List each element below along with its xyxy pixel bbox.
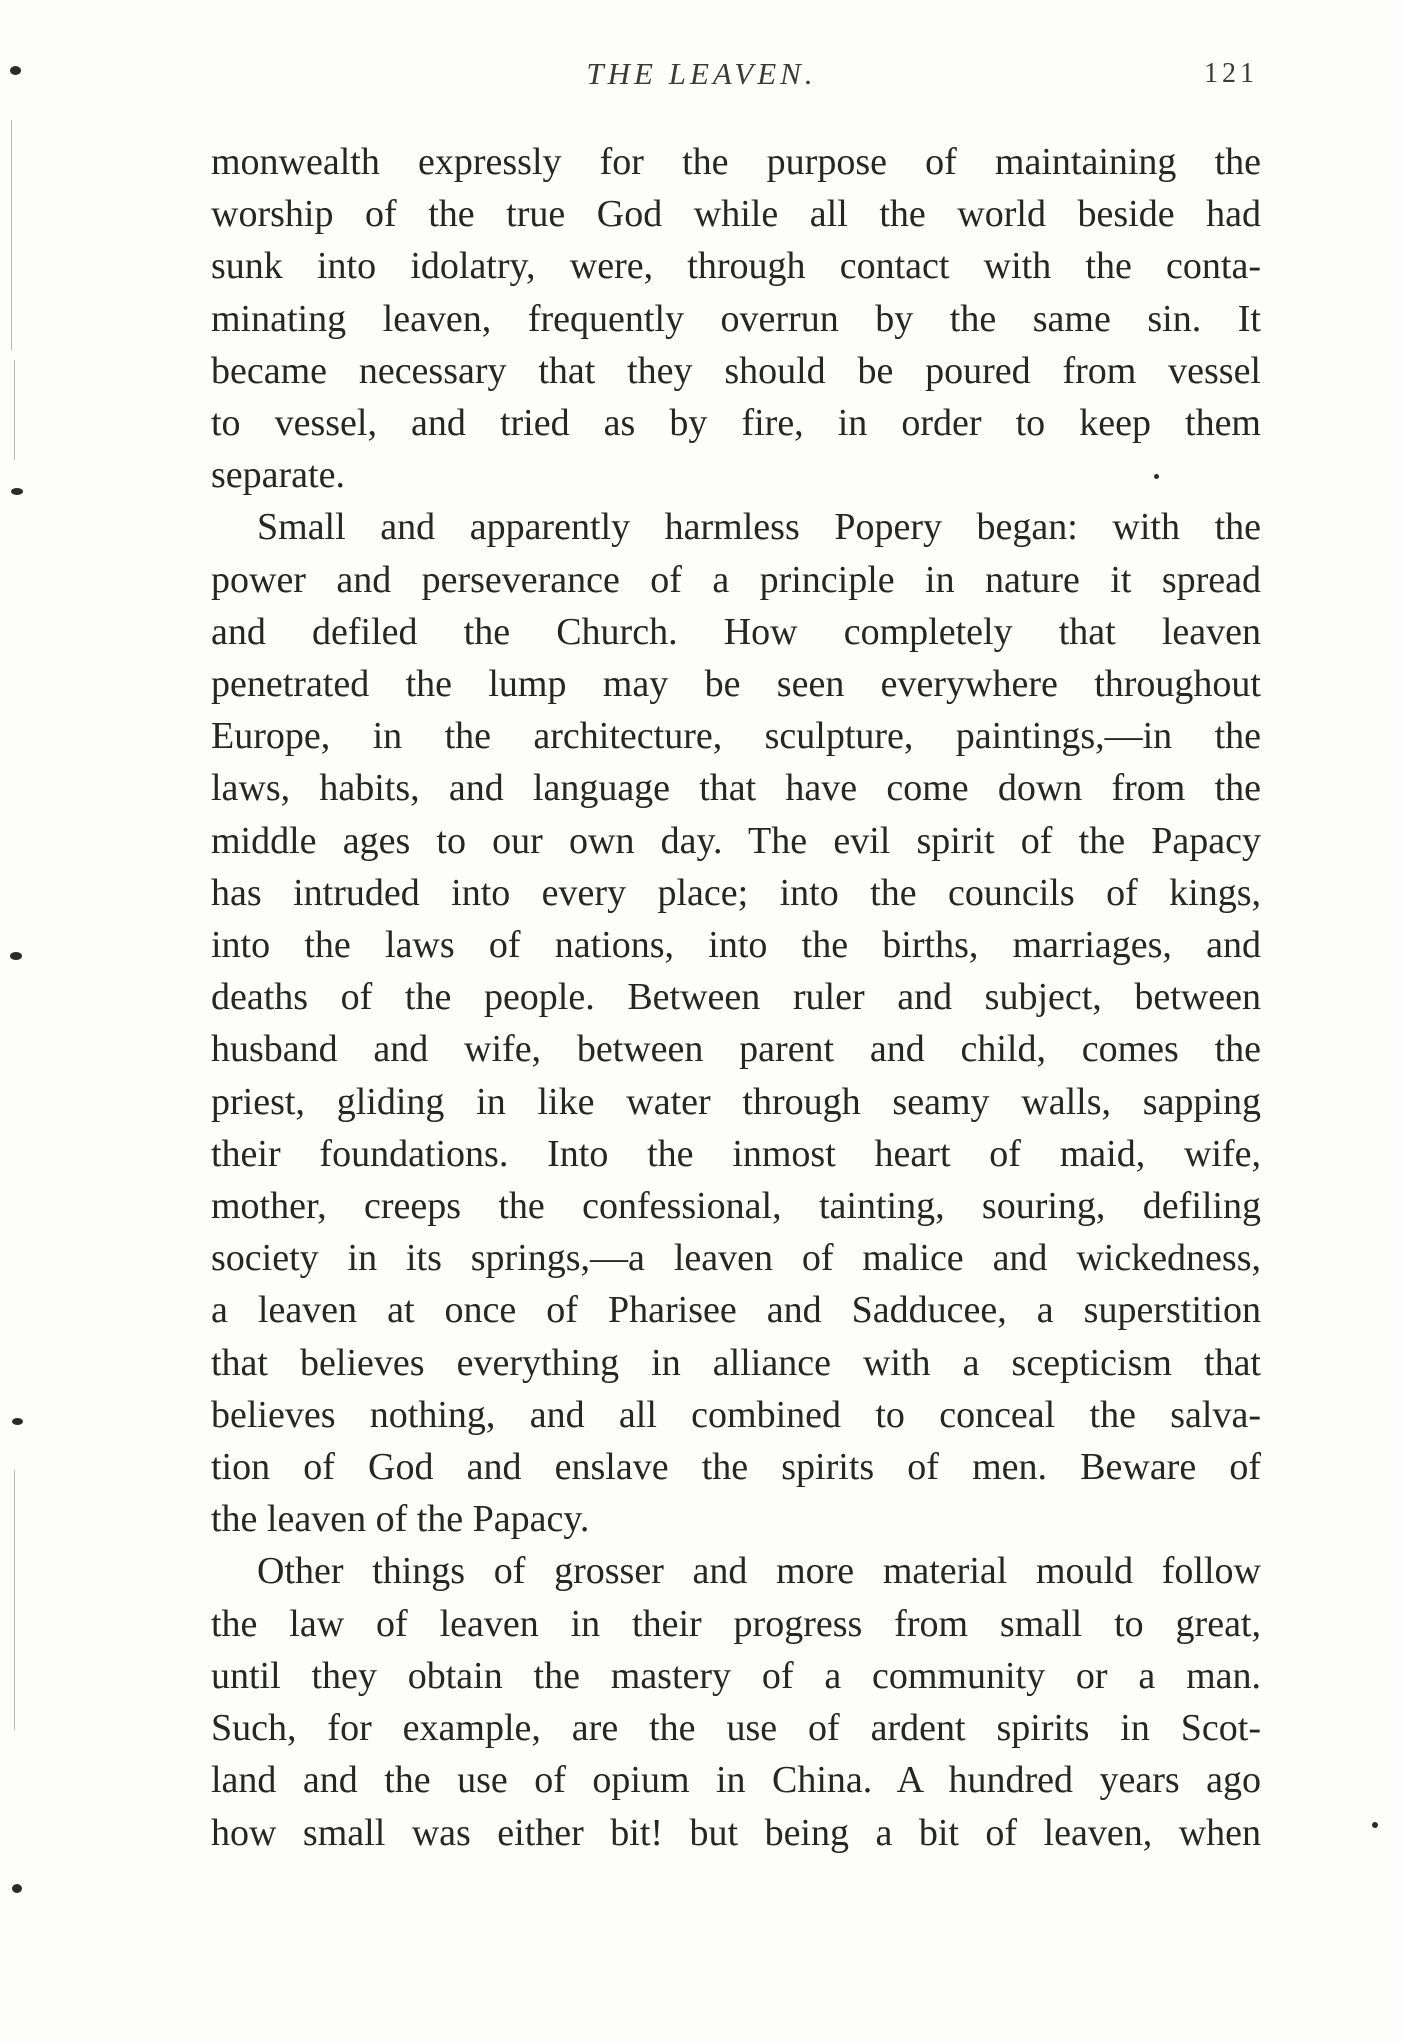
page-number: 121	[1204, 58, 1258, 89]
scan-speck	[12, 1884, 22, 1893]
text-line: that believes everything in alliance with a scepticism that	[211, 1341, 1261, 1384]
text-line: tion of God and enslave the spirits of men. Beware of	[211, 1446, 1261, 1489]
body-text	[211, 136, 1261, 1859]
scan-speck	[12, 1418, 23, 1425]
text-line: has intruded into every place; into the councils of kings,	[211, 871, 1261, 914]
text-line: mother, creeps the confessional, tainting, souring, defiling	[211, 1185, 1261, 1228]
text-line: Such, for example, are the use of ardent spirits in Scot-	[211, 1707, 1261, 1750]
text-line: laws, habits, and language that have come down from the	[211, 767, 1261, 810]
text-line: sunk into idolatry, were, through contact with the conta-	[211, 245, 1261, 288]
text-line: believes nothing, and all combined to conceal the salva-	[211, 1393, 1261, 1436]
text-line: middle ages to our own day. The evil spirit of the Papacy	[211, 819, 1261, 862]
text-line: a leaven at once of Pharisee and Sadducee, a superstition	[211, 1289, 1261, 1332]
text-line: monwealth expressly for the purpose of maintaining the	[211, 141, 1261, 183]
paragraph-2	[211, 501, 1261, 1545]
paragraph-3	[211, 1545, 1261, 1858]
text-line: husband and wife, between parent and child, comes the	[211, 1028, 1261, 1071]
scan-speck	[10, 66, 21, 75]
text-line: the leaven of the Papacy.	[211, 1498, 590, 1541]
text-line: how small was either bit! but being a bit of leaven, when	[211, 1811, 1261, 1854]
paragraph-1	[211, 136, 1261, 501]
text-line: the law of leaven in their progress from small to great,	[211, 1602, 1261, 1645]
text-line: to vessel, and tried as by fire, in order to keep them	[211, 402, 1261, 445]
text-line: until they obtain the mastery of a community or a man.	[211, 1654, 1261, 1697]
text-line: Small and apparently harmless Popery began: with the	[257, 506, 1261, 549]
gutter-rule	[11, 120, 12, 350]
gutter-rule	[14, 360, 15, 460]
text-line: power and perseverance of a principle in nature it spread	[211, 558, 1261, 601]
scan-speck	[11, 488, 23, 495]
text-line: deaths of the people. Between ruler and subject, between	[211, 976, 1261, 1019]
text-line: worship of the true God while all the world beside had	[211, 193, 1261, 236]
text-line: priest, gliding in like water through seamy walls, sapping	[211, 1080, 1261, 1123]
text-line: minating leaven, frequently overrun by the same sin. It	[211, 297, 1261, 340]
text-line: land and the use of opium in China. A hundred years ago	[211, 1759, 1261, 1802]
text-line: Europe, in the architecture, sculpture, paintings,—in the	[211, 715, 1261, 758]
text-line: became necessary that they should be poured from vessel	[211, 349, 1261, 392]
text-line: and defiled the Church. How completely that leaven	[211, 610, 1261, 653]
text-line: penetrated the lump may be seen everywhere throughout	[211, 663, 1261, 706]
running-title: THE LEAVEN.	[586, 56, 817, 91]
scan-speck	[10, 952, 22, 960]
scan-speck	[1372, 1822, 1378, 1828]
text-line: separate.	[211, 454, 345, 497]
text-line: their foundations. Into the inmost heart of maid, wife,	[211, 1132, 1261, 1175]
gutter-rule	[14, 1470, 15, 1730]
scan-speck	[1154, 474, 1159, 479]
text-line: society in its springs,—a leaven of malice and wickedness,	[211, 1237, 1261, 1280]
text-line: into the laws of nations, into the births, marriages, and	[211, 924, 1261, 967]
text-line: Other things of grosser and more material mould follow	[257, 1550, 1261, 1593]
